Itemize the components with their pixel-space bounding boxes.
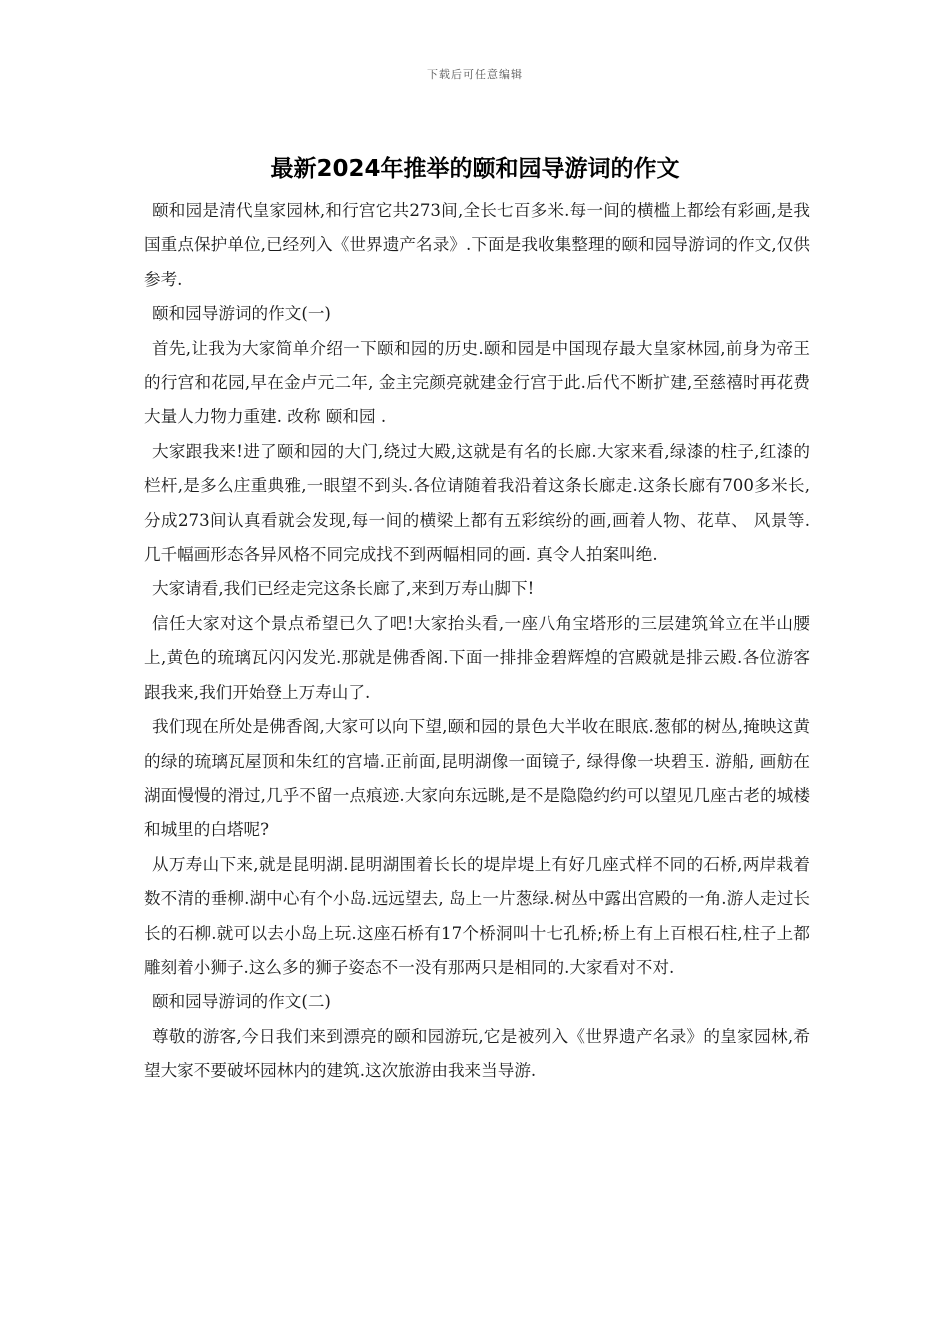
paragraph-foxiang-pavilion: 信任大家对这个景点希望已久了吧!大家抬头看,一座八角宝塔形的三层建筑耸立在半山腰上,黄色的琉璃瓦闪闪发光.那就是佛香阁.下面一排排金碧辉煌的宫殿就是排云殿.各位游客跟我来,我们开始登上万寿山了. — [144, 613, 810, 702]
section-heading-1: 颐和园导游词的作文(一) — [152, 304, 331, 324]
section-heading-2: 颐和园导游词的作文(二) — [152, 992, 331, 1012]
paragraph-intro: 颐和园是清代皇家园林,和行宫它共273间,全长七百多米.每一间的横槛上都绘有彩画,是我国重点保护单位,已经列入《世界遗产名录》.下面是我收集整理的颐和园导游词的作文,仅供参考. — [144, 201, 810, 289]
paragraph-welcome: 尊敬的游客,今日我们来到漂亮的颐和园游玩,它是被列入《世界遗产名录》的皇家园林,希望大家不要破坏园林内的建筑.这次旅游由我来当导游. — [144, 1026, 810, 1081]
paragraph-wanshou-hill: 大家请看,我们已经走完这条长廊了,来到万寿山脚下! — [152, 579, 535, 599]
document-title: 最新2024年推举的颐和园导游词的作文 — [270, 156, 680, 182]
document-body — [144, 194, 810, 1089]
paragraph-history: 首先,让我为大家简单介绍一下颐和园的历史.颐和园是中国现存最大皇家林园,前身为帝王的行宫和花园,早在金卢元二年, 金主完颜亮就建金行宫于此.后代不断扩建,至慈禧时再花费大量人力物力重建. 改称 颐和园 . — [144, 338, 810, 427]
paragraph-view: 我们现在所处是佛香阁,大家可以向下望,颐和园的景色大半收在眼底.葱郁的树丛,掩映这黄的绿的琉璃瓦屋顶和朱红的宫墙.正前面,昆明湖像一面镜子, 绿得像一块碧玉. 游船, 画舫在湖面慢慢的滑过,几乎不留一点痕迹.大家向东远眺,是不是隐隐约约可以望见几座古老的城楼和城里的白塔呢? — [144, 717, 810, 840]
header-note: 下载后可任意编辑 — [427, 68, 523, 81]
paragraph-kunming-lake: 从万寿山下来,就是昆明湖.昆明湖围着长长的堤岸堤上有好几座式样不同的石桥,两岸栽着数不清的垂柳.湖中心有个小岛.远远望去, 岛上一片葱绿.树丛中露出宫殿的一角.游人走过长长的石柳.就可以去小岛上玩.这座石桥有17个桥洞叫十七孔桥;桥上有上百根石柱,柱子上都雕刻着小狮子.这么多的狮子姿态不一没有那两只是相同的.大家看对不对. — [144, 854, 810, 977]
paragraph-long-corridor: 大家跟我来!进了颐和园的大门,绕过大殿,这就是有名的长廊.大家来看,绿漆的柱子,红漆的栏杆,是多么庄重典雅,一眼望不到头.各位请随着我沿着这条长廊走.这条长廊有700多米长,分成273间认真看就会发现,每一间的横梁上都有五彩缤纷的画,画着人物、花草、 风景等. 几千幅画形态各异风格不同完成找不到两幅相同的画. 真令人拍案叫绝. — [144, 441, 810, 565]
